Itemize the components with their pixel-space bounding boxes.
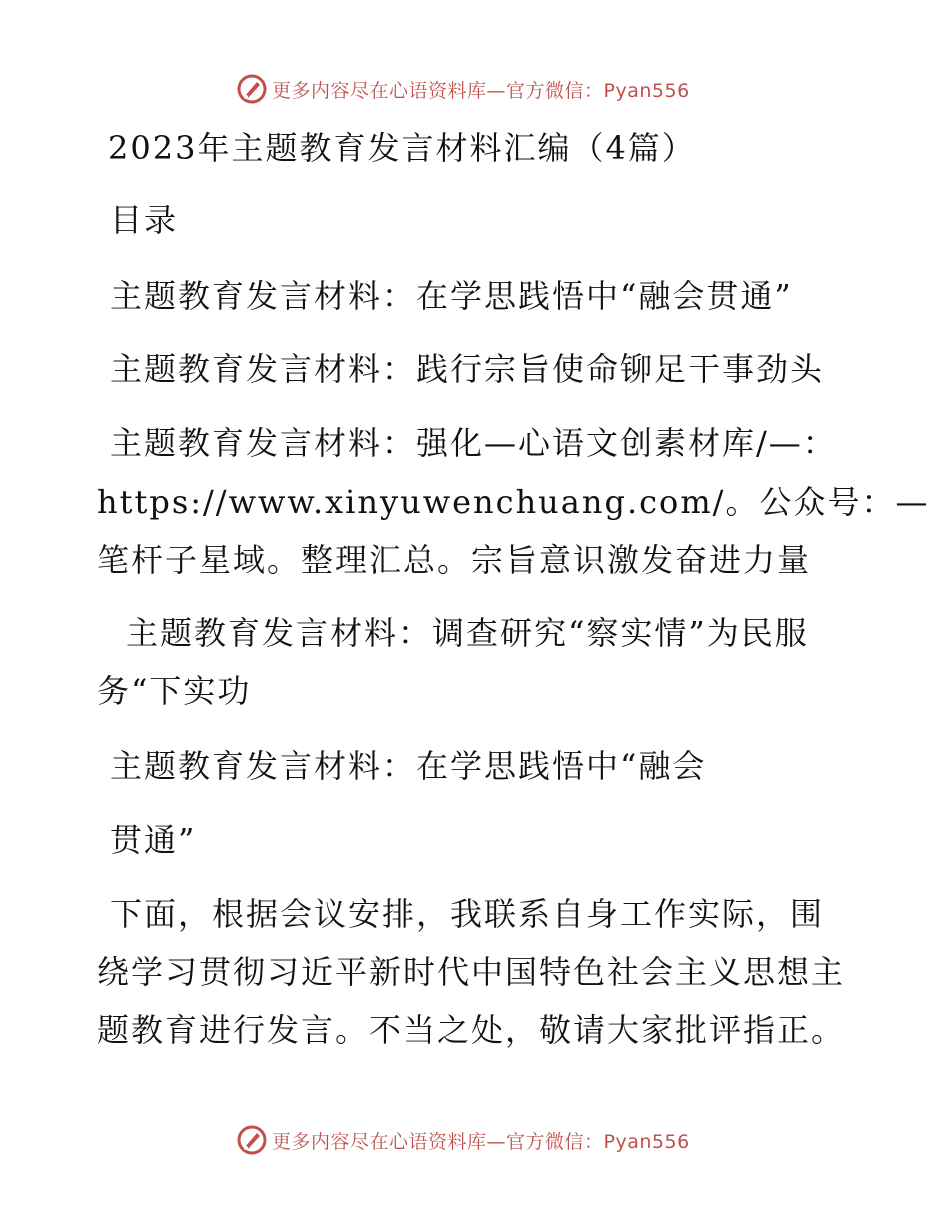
header-watermark	[236, 72, 690, 106]
toc-heading: 目录	[110, 201, 179, 239]
toc-item-4-line-2: 务“下实功	[97, 672, 252, 710]
pen-logo-icon	[236, 73, 268, 105]
body-paragraph-line-3: 题教育进行发言。不当之处，敬请大家批评指正。	[97, 1011, 846, 1049]
toc-item-3-line-2: https://www.xinyuwenchuang.com/。公众号：—	[97, 483, 930, 521]
toc-item-2: 主题教育发言材料：践行宗旨使命铆足干事劲头	[110, 350, 825, 388]
watermark-text: 更多内容尽在心语资料库—官方微信：Pyan556	[272, 1130, 690, 1153]
body-paragraph-line-1: 下面，根据会议安排，我联系自身工作实际，围	[110, 895, 825, 933]
section-title-line-1: 主题教育发言材料：在学思践悟中“融会	[110, 747, 707, 785]
document-title: 2023年主题教育发言材料汇编（4篇）	[108, 129, 696, 167]
toc-item-3-line-1: 主题教育发言材料：强化—心语文创素材库/—：	[110, 424, 837, 462]
watermark-text: 更多内容尽在心语资料库—官方微信：Pyan556	[272, 79, 690, 102]
toc-item-3-line-3: 笔杆子星域。整理汇总。宗旨意识激发奋进力量	[97, 541, 812, 579]
footer-watermark	[236, 1123, 690, 1157]
toc-item-1: 主题教育发言材料：在学思践悟中“融会贯通”	[110, 277, 793, 315]
toc-item-4-line-1: 主题教育发言材料：调查研究“察实情”为民服	[126, 614, 809, 652]
body-paragraph-line-2: 绕学习贯彻习近平新时代中国特色社会主义思想主	[97, 953, 846, 991]
section-title-line-2: 贯通”	[110, 821, 197, 859]
pen-logo-icon	[236, 1124, 268, 1156]
